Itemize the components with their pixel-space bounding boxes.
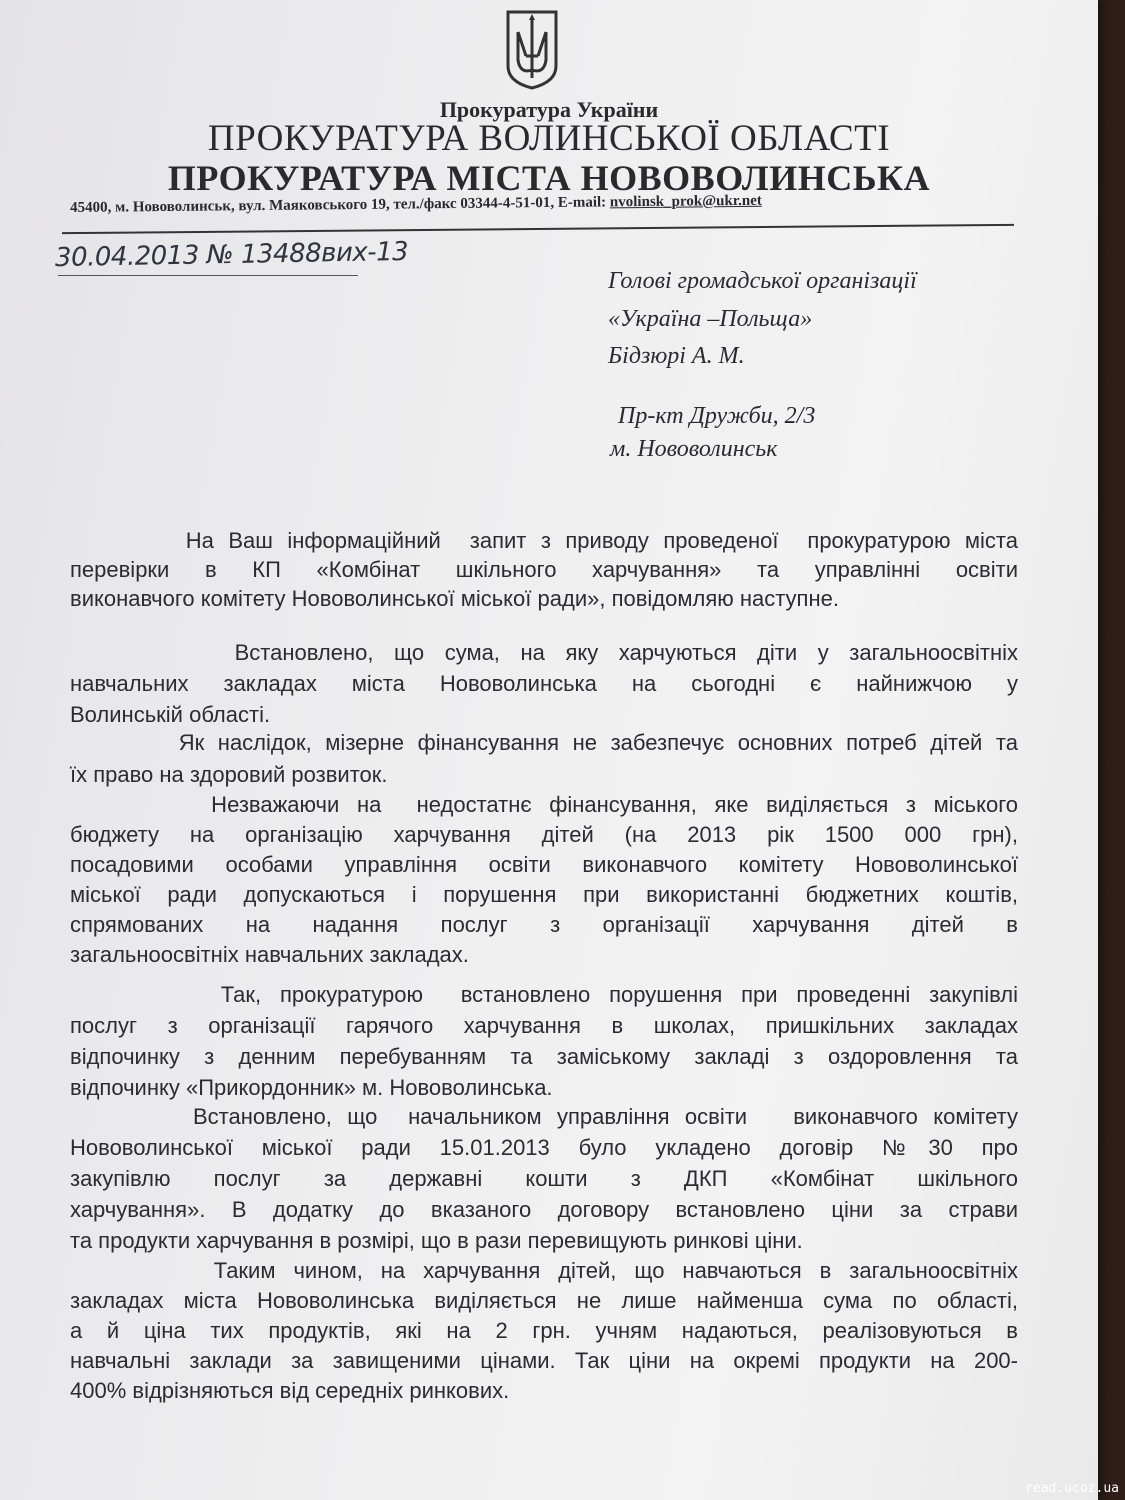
- recipient-line: м. Нововолинськ: [610, 436, 778, 462]
- watermark: read.ucoz.ua: [1025, 1481, 1119, 1496]
- paragraph: [70, 640, 1018, 733]
- text-line: Волинській області.: [70, 702, 271, 727]
- text-line: харчування». В додатку до вказаного договору встановлено ціни за страви: [70, 1197, 1018, 1222]
- text-line: Встановлено, що сума, на яку харчуються діти у загальноосвітніх: [70, 640, 1018, 665]
- text-line: 400% відрізняються від середніх ринкових.: [70, 1378, 510, 1403]
- paragraph: [70, 528, 1018, 615]
- text-line: навчальні заклади за завищеними цінами. Так ціни на окремі продукти на 200-: [70, 1348, 1018, 1373]
- text-line: Таким чином, на харчування дітей, що навчаються в загальноосвітніх: [70, 1258, 1018, 1283]
- recipient-line: Бідзюрі А. М.: [608, 343, 745, 369]
- handwritten-date-number: 30.04.2013 № 13488вих-13: [54, 236, 409, 274]
- org-city-title: ПРОКУРАТУРА МІСТА НОВОВОЛИНСЬКА: [167, 158, 931, 198]
- text-line: їх право на здоровий розвиток.: [70, 762, 388, 787]
- text-line: Як наслідок, мізерне фінансування не забезпечує основних потреб дітей та: [70, 730, 1018, 755]
- text-line: відпочинку «Прикордонник» м. Нововолинська.: [70, 1075, 553, 1100]
- text-line: загальноосвітніх навчальних закладах.: [70, 942, 469, 967]
- text-line: послуг з організації гарячого харчування в школах, пришкільних закладах: [70, 1013, 1018, 1038]
- text-line: а й ціна тих продуктів, які на 2 грн. учням надаються, реалізовуються в: [70, 1318, 1018, 1343]
- address-text: 45400, м. Нововолинськ, вул. Маяковського 19, тел./факс 03344-4-51-01, E-mail:: [70, 194, 610, 216]
- text-line: закупівлю послуг за державні кошти з ДКП «Комбінат шкільного: [70, 1166, 1018, 1191]
- letter-body: [70, 0, 1018, 1500]
- paragraph: [70, 792, 1018, 972]
- paragraph: [70, 730, 1018, 794]
- recipient-line: Голові громадської організації: [608, 268, 917, 294]
- org-parent-title: Прокуратура України: [439, 97, 659, 122]
- text-line: закладах міста Нововолинська виділяється не лише найменша сума по області,: [70, 1288, 1018, 1313]
- text-line: Нововолинської міської ради 15.01.2013 було укладено договір №30 про: [70, 1135, 1018, 1160]
- org-region-title: ПРОКУРАТУРА ВОЛИНСЬКОЇ ОБЛАСТІ: [207, 118, 891, 159]
- text-line: Встановлено, що начальником управління освіти виконавчого комітету: [70, 1104, 1018, 1129]
- text-line: навчальних закладах міста Нововолинська на сьогодні є найнижчою у: [70, 671, 1018, 696]
- text-line: міської ради допускаються і порушення при використанні бюджетних коштів,: [70, 882, 1018, 907]
- text-line: спрямованих на надання послуг з організації харчування дітей в: [70, 912, 1018, 937]
- text-line: виконавчого комітету Нововолинської міської ради», повідомляю наступне.: [70, 586, 839, 611]
- paragraph: [70, 1258, 1018, 1408]
- text-line: Так, прокуратурою встановлено порушення при проведенні закупівлі: [70, 982, 1018, 1007]
- text-line: перевірки в КП «Комбінат шкільного харчування» та управлінні освіти: [70, 557, 1018, 582]
- text-line: На Ваш інформаційний запит з приводу проведеної прокуратурою міста: [70, 528, 1018, 553]
- paragraph: [70, 1104, 1018, 1259]
- text-line: відпочинку з денним перебуванням та заміському закладі з оздоровлення та: [70, 1044, 1018, 1069]
- email-link[interactable]: nvolinsk_prok@ukr.net: [609, 192, 762, 211]
- text-line: бюджету на організацію харчування дітей (на 2013 рік 1500 000 грн),: [70, 822, 1018, 847]
- recipient-line: Пр-кт Дружби, 2/3: [618, 403, 816, 429]
- text-line: та продукти харчування в розмірі, що в рази перевищують ринкові ціни.: [70, 1228, 803, 1253]
- text-line: Незважаючи на недостатнє фінансування, яке виділяється з міського: [70, 792, 1018, 817]
- paragraph: [70, 982, 1018, 1106]
- text-line: посадовими особами управління освіти виконавчого комітету Нововолинської: [70, 852, 1018, 877]
- recipient-line: «Україна –Польща»: [608, 306, 813, 332]
